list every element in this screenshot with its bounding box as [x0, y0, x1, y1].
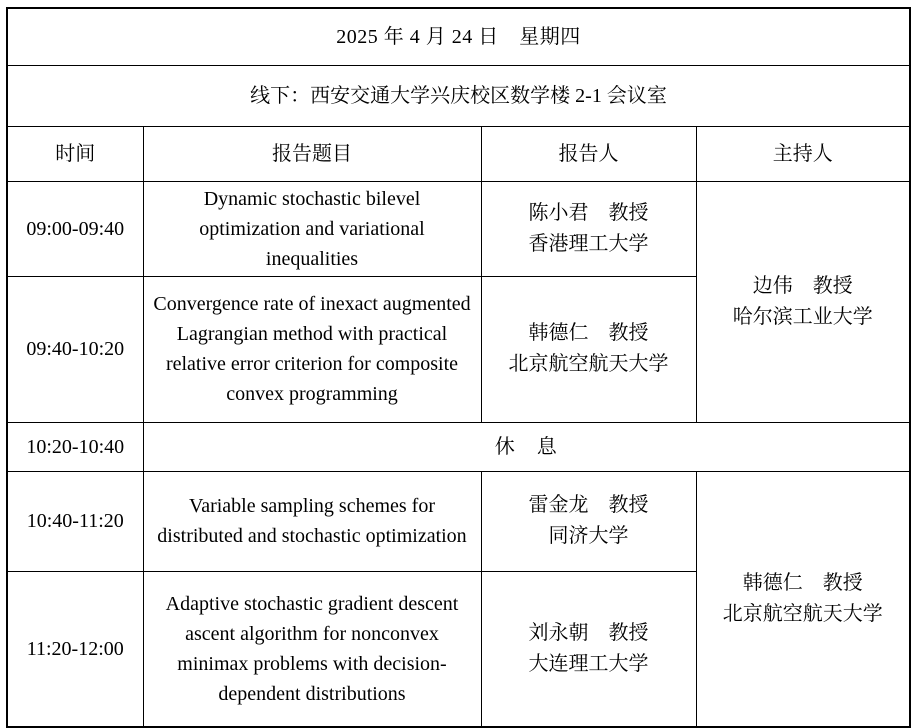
date-header: 2025 年 4 月 24 日 星期四 [7, 8, 910, 65]
talk-title: Adaptive stochastic gradient descent ascent algorithm for nonconvex minimax problems with decision-dependent distributions [143, 571, 481, 727]
speaker-affiliation: 大连理工大学 [528, 652, 649, 675]
speaker-affiliation: 同济大学 [548, 525, 629, 547]
table-row-headers [7, 126, 910, 181]
talk-speaker [481, 571, 696, 727]
table-row-date [7, 8, 910, 65]
speaker-name: 陈小君 教授 [528, 201, 649, 224]
session-chair [696, 181, 910, 422]
talk-time: 11:20-12:00 [7, 571, 143, 727]
chair-name: 韩德仁 教授 [742, 571, 863, 594]
column-header-title: 报告题目 [143, 126, 481, 181]
talk-time: 09:00-09:40 [7, 181, 143, 276]
break-label: 休 息 [143, 422, 910, 471]
speaker-name: 雷金龙 教授 [528, 494, 649, 516]
break-time: 10:20-10:40 [7, 422, 143, 471]
talk-speaker [481, 181, 696, 276]
table-row-talk-3 [7, 471, 910, 571]
conference-schedule-table [6, 7, 911, 728]
table-row-location [7, 65, 910, 126]
talk-title: Variable sampling schemes for distributed and stochastic optimization [143, 471, 481, 571]
talk-title: Convergence rate of inexact augmented Lagrangian method with practical relative error criterion for composite convex programming [143, 276, 481, 422]
talk-title: Dynamic stochastic bilevel optimization and variational inequalities [143, 181, 481, 276]
talk-time: 10:40-11:20 [7, 471, 143, 571]
speaker-name: 刘永朝 教授 [528, 621, 649, 644]
talk-speaker [481, 471, 696, 571]
speaker-name: 韩德仁 教授 [528, 322, 649, 344]
session-chair [696, 471, 910, 727]
speaker-affiliation: 北京航空航天大学 [508, 353, 669, 375]
chair-affiliation: 北京航空航天大学 [722, 602, 883, 625]
schedule-page [6, 7, 911, 728]
table-row-break [7, 422, 910, 471]
table-row-talk-1 [7, 181, 910, 276]
talk-speaker [481, 276, 696, 422]
talk-time: 09:40-10:20 [7, 276, 143, 422]
chair-affiliation: 哈尔滨工业大学 [732, 305, 873, 328]
column-header-chair: 主持人 [696, 126, 910, 181]
speaker-affiliation: 香港理工大学 [528, 232, 649, 255]
location-header: 线下：西安交通大学兴庆校区数学楼 2-1 会议室 [7, 65, 910, 126]
column-header-time: 时间 [7, 126, 143, 181]
column-header-speaker: 报告人 [481, 126, 696, 181]
chair-name: 边伟 教授 [752, 274, 853, 297]
